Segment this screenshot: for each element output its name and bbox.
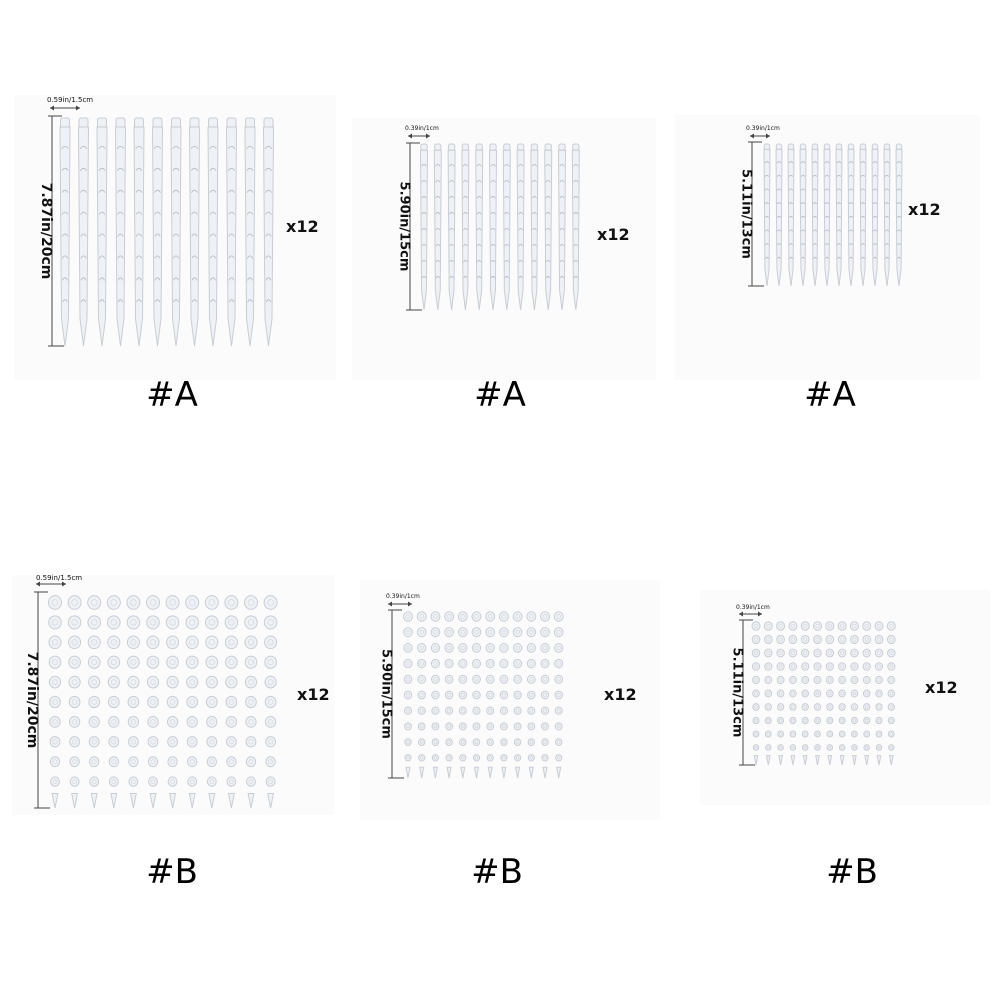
bead [838, 635, 846, 643]
bead [777, 704, 783, 711]
icicle [838, 622, 846, 765]
bead [778, 745, 783, 751]
icicle-tip [828, 756, 832, 765]
bead [888, 649, 895, 657]
bead [765, 676, 772, 683]
variant-label: #A [474, 375, 526, 415]
bead [764, 622, 772, 630]
bead [765, 690, 772, 697]
quantity-label: x12 [908, 200, 941, 219]
bead [839, 731, 845, 737]
bead [790, 731, 796, 737]
bead [777, 690, 784, 697]
bead [863, 690, 870, 697]
bead [753, 676, 760, 683]
bead [790, 690, 797, 697]
bead [827, 704, 833, 711]
icicle-tip [865, 756, 869, 765]
bead [802, 745, 807, 751]
width-label: 0.39in/1cm [736, 604, 770, 611]
bead [852, 731, 858, 737]
bead [777, 676, 784, 683]
icicle-tip [816, 756, 820, 765]
bead [789, 622, 797, 630]
bead [753, 745, 758, 751]
bead [864, 717, 870, 723]
icicle-tip [890, 756, 894, 765]
bead [851, 717, 857, 723]
bead [839, 663, 846, 671]
bead [875, 663, 882, 671]
bead [752, 622, 760, 630]
bead [814, 676, 821, 683]
width-label: 0.59in/1.5cm [36, 574, 83, 582]
bead [839, 676, 846, 683]
bead [863, 635, 871, 643]
bead [850, 622, 858, 630]
bead [851, 676, 858, 683]
bead [888, 731, 894, 737]
variant-label: #A [146, 375, 198, 415]
bead [814, 663, 821, 671]
bead [888, 704, 894, 711]
arrow-head [739, 612, 743, 617]
bead [876, 676, 883, 683]
bead [814, 704, 820, 711]
bead [826, 622, 834, 630]
bead [876, 717, 882, 723]
icicle [777, 622, 785, 765]
variant-label: #B [471, 852, 523, 892]
bead [838, 622, 846, 630]
bead [827, 731, 833, 737]
bead [875, 635, 883, 643]
icicle-tip [754, 756, 758, 765]
bead [875, 649, 882, 657]
bead [839, 717, 845, 723]
bead [827, 690, 834, 697]
bead [888, 676, 895, 683]
bead [851, 690, 858, 697]
bead [765, 717, 771, 723]
icicle [826, 622, 834, 765]
bead [764, 635, 772, 643]
bead [765, 731, 771, 737]
bead [789, 676, 796, 683]
bead [802, 704, 808, 711]
bead [790, 704, 796, 711]
bead [753, 704, 759, 711]
bead [863, 676, 870, 683]
bead [826, 676, 833, 683]
icicle [863, 622, 871, 765]
quantity-label: x12 [604, 685, 637, 704]
quantity-label: x12 [925, 678, 958, 697]
bead [814, 622, 822, 630]
bead [838, 649, 845, 657]
icicle [801, 622, 809, 765]
icicle [752, 622, 760, 765]
bead [789, 635, 797, 643]
icicle [764, 622, 772, 765]
icicle-tip [791, 756, 795, 765]
bead [888, 690, 895, 697]
bead [777, 622, 785, 630]
bead [789, 663, 796, 671]
bead [864, 731, 870, 737]
bead [814, 717, 820, 723]
bead [851, 649, 858, 657]
bead [777, 649, 784, 657]
bead [876, 745, 881, 751]
bead [839, 704, 845, 711]
bead [752, 635, 760, 643]
width-label: 0.39in/1cm [746, 125, 780, 132]
icicle-tip [767, 756, 771, 765]
bead [827, 717, 833, 723]
bead [814, 635, 822, 643]
arrow-head [758, 612, 762, 617]
bead [815, 745, 820, 751]
icicle-tip [803, 756, 807, 765]
bead [790, 717, 796, 723]
bead [826, 663, 833, 671]
width-label: 0.39in/1cm [386, 593, 420, 600]
bead [802, 717, 808, 723]
bead [802, 663, 809, 671]
length-label: 5.11in/13cm [729, 647, 745, 738]
icicle [814, 622, 822, 765]
bead [802, 690, 809, 697]
quantity-label: x12 [297, 685, 330, 704]
variant-label: #B [146, 852, 198, 892]
bead [826, 635, 834, 643]
bead [889, 745, 894, 751]
length-label: 5.90in/15cm [396, 181, 412, 272]
icicle-tip [840, 756, 844, 765]
icicle [789, 622, 797, 765]
bead [753, 690, 760, 697]
bead [753, 717, 759, 723]
bead [777, 663, 784, 671]
bead [887, 635, 895, 643]
length-label: 5.11in/13cm [738, 169, 754, 259]
length-label: 5.90in/15cm [378, 649, 394, 739]
bead [801, 622, 809, 630]
icicle-tip [877, 756, 881, 765]
icicle-tip [779, 756, 783, 765]
variant-label: #A [804, 375, 856, 415]
width-label: 0.39in/1cm [405, 125, 439, 132]
bead [814, 690, 821, 697]
bead [752, 663, 759, 671]
quantity-label: x12 [597, 225, 630, 244]
bead [815, 731, 821, 737]
bead [839, 690, 846, 697]
length-label: 7.87in/20cm [24, 651, 40, 749]
length-label: 7.87in/20cm [38, 182, 54, 280]
bead [778, 717, 784, 723]
bead [888, 717, 894, 723]
bead [801, 635, 809, 643]
bead [875, 622, 883, 630]
bead [789, 649, 796, 657]
bead [863, 663, 870, 671]
bead [864, 704, 870, 711]
bead [765, 704, 771, 711]
icicle-tip [853, 756, 857, 765]
bead [778, 731, 784, 737]
bead [864, 745, 869, 751]
bead [863, 649, 870, 657]
bead [753, 731, 759, 737]
bead [839, 745, 844, 751]
bead [852, 745, 857, 751]
width-label: 0.59in/1.5cm [47, 96, 94, 104]
bead [887, 622, 895, 630]
bead [876, 704, 882, 711]
bead [826, 649, 833, 657]
bead [802, 676, 809, 683]
icicle [875, 622, 883, 765]
bead [814, 649, 821, 657]
bead [851, 704, 857, 711]
icicle [850, 622, 858, 765]
bead [888, 663, 895, 671]
bead [790, 745, 795, 751]
bead [801, 649, 808, 657]
bead [851, 635, 859, 643]
bead [876, 690, 883, 697]
bead [766, 745, 771, 751]
quantity-label: x12 [286, 217, 319, 236]
icicle [887, 622, 895, 765]
bead [777, 635, 785, 643]
bead [765, 649, 772, 657]
bead [876, 731, 882, 737]
variant-label: #B [826, 852, 878, 892]
bead [851, 663, 858, 671]
bead [765, 663, 772, 671]
bead [752, 649, 759, 657]
bead [802, 731, 808, 737]
bead [827, 745, 832, 751]
bead [863, 622, 871, 630]
